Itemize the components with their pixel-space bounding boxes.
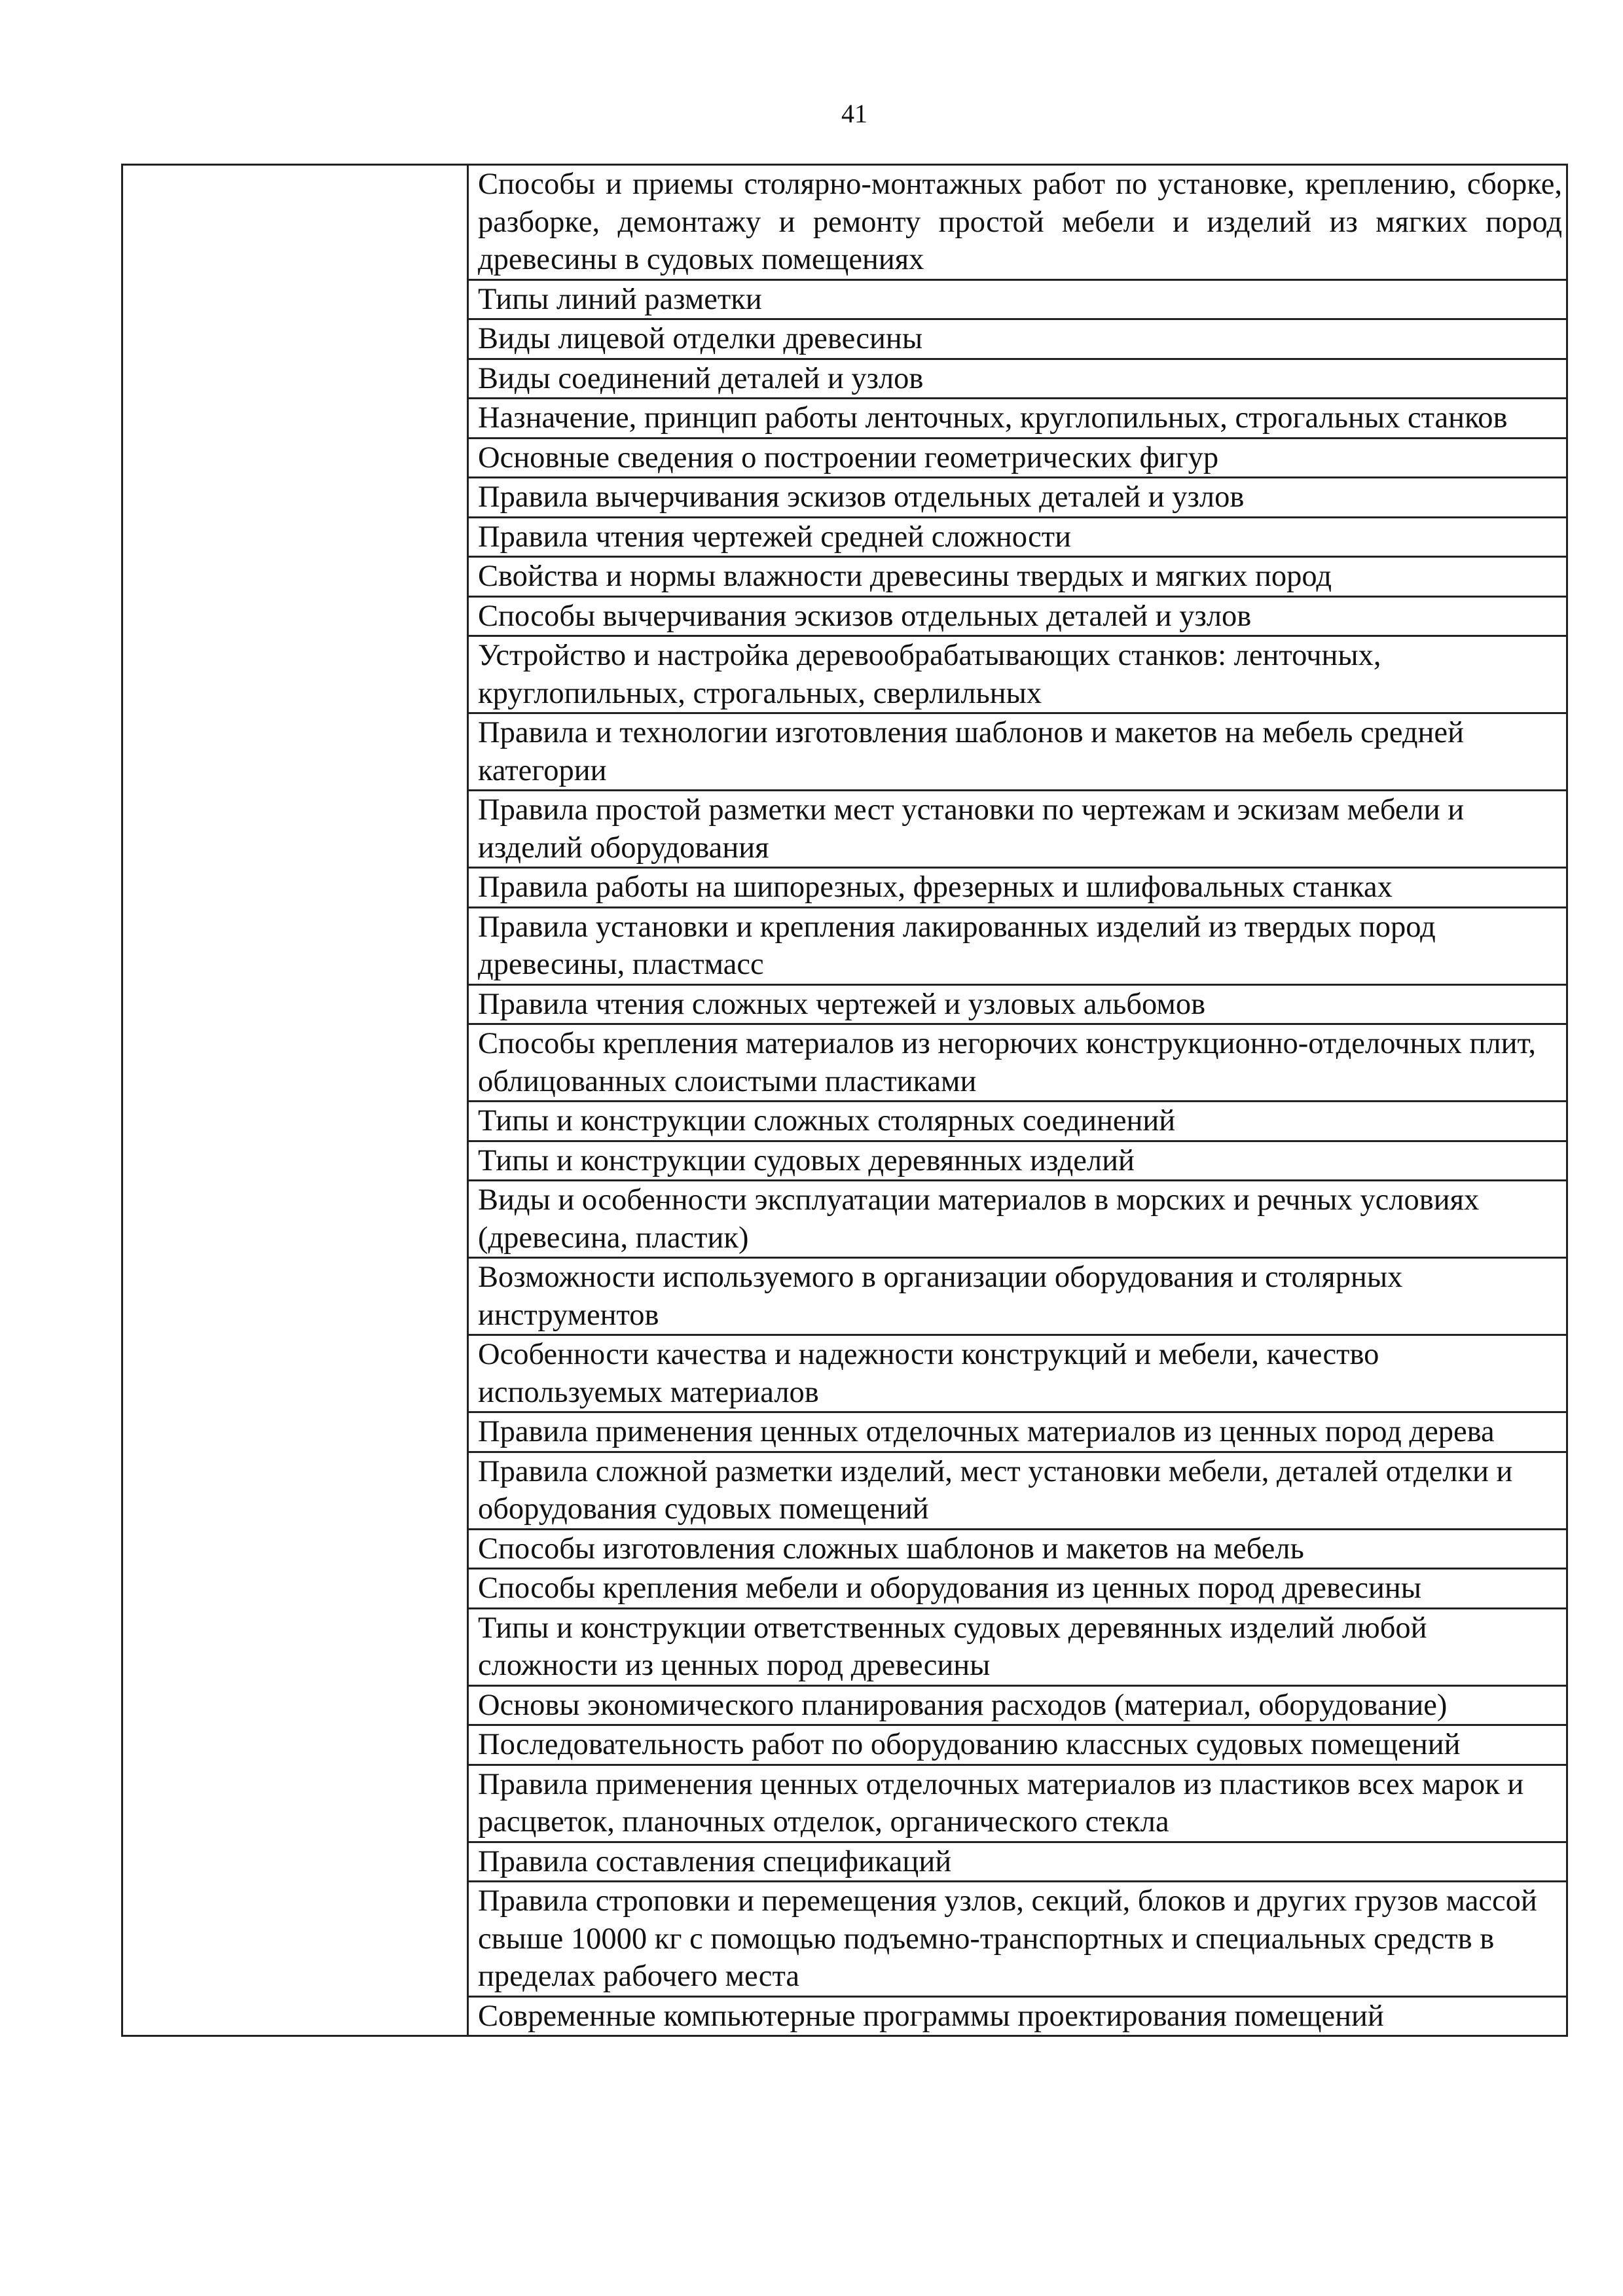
table-cell: Способы крепления материалов из негорючих конструкционно-отделочных плит, облицованных слоистыми пластиками [468,1024,1567,1102]
table-cell: Типы и конструкции сложных столярных соединений [468,1102,1567,1141]
table-cell: Устройство и настройка деревообрабатывающих станков: ленточных, круглопильных, строгальных, сверлильных [468,636,1567,713]
table-cell: Правила применения ценных отделочных материалов из ценных пород дерева [468,1412,1567,1452]
table-cell: Способы вычерчивания эскизов отдельных деталей и узлов [468,596,1567,636]
table-cell: Свойства и нормы влажности древесины твердых и мягких пород [468,557,1567,597]
table-cell: Правила сложной разметки изделий, мест установки мебели, деталей отделки и оборудования судовых помещений [468,1452,1567,1529]
table-cell: Возможности используемого в организации оборудования и столярных инструментов [468,1258,1567,1335]
table-cell: Правила работы на шипорезных, фрезерных и шлифовальных станках [468,868,1567,908]
table-cell: Типы и конструкции ответственных судовых деревянных изделий любой сложности из ценных пород древесины [468,1608,1567,1685]
table-cell: Особенности качества и надежности конструкций и мебели, качество используемых материалов [468,1335,1567,1412]
table-cell: Современные компьютерные программы проектирования помещений [468,1996,1567,2036]
table-cell: Правила вычерчивания эскизов отдельных деталей и узлов [468,478,1567,518]
table-cell: Правила строповки и перемещения узлов, секций, блоков и других грузов массой свыше 10000 кг с помощью подъемно-транспортных и специальных средств в пределах рабочего места [468,1882,1567,1997]
table-cell: Способы изготовления сложных шаблонов и макетов на мебель [468,1529,1567,1569]
table-cell: Правила чтения чертежей средней сложности [468,517,1567,557]
left-column-cell [122,165,468,2036]
table-cell: Правила составления спецификаций [468,1842,1567,1882]
table-row [122,165,1567,280]
table-cell: Способы и приемы столярно-монтажных работ по установке, креплению, сборке, разборке, демонтажу и ремонту простой мебели и изделий из мягких пород древесины в судовых помещениях [468,165,1567,280]
table-cell: Правила установки и крепления лакированных изделий из твердых пород древесины, пластмасс [468,907,1567,984]
table-cell: Виды лицевой отделки древесины [468,319,1567,359]
table-cell: Последовательность работ по оборудованию классных судовых помещений [468,1725,1567,1765]
table-cell: Типы линий разметки [468,279,1567,319]
table-cell: Правила чтения сложных чертежей и узловых альбомов [468,984,1567,1024]
table-cell: Правила и технологии изготовления шаблонов и макетов на мебель средней категории [468,713,1567,791]
table-cell: Виды и особенности эксплуатации материалов в морских и речных условиях (древесина, пластик) [468,1181,1567,1258]
knowledge-table-body [122,165,1567,2036]
page-number: 41 [841,99,867,128]
table-cell: Типы и конструкции судовых деревянных изделий [468,1141,1567,1181]
knowledge-table [121,164,1568,2037]
table-cell: Виды соединений деталей и узлов [468,359,1567,399]
table-cell: Правила простой разметки мест установки по чертежам и эскизам мебели и изделий оборудования [468,791,1567,868]
table-cell: Основы экономического планирования расходов (материал, оборудование) [468,1685,1567,1725]
table-cell: Способы крепления мебели и оборудования из ценных пород древесины [468,1569,1567,1609]
table-cell: Основные сведения о построении геометрических фигур [468,438,1567,478]
table-cell: Назначение, принцип работы ленточных, круглопильных, строгальных станков [468,399,1567,439]
table-cell: Правила применения ценных отделочных материалов из пластиков всех марок и расцветок, планочных отделок, органического стекла [468,1765,1567,1842]
